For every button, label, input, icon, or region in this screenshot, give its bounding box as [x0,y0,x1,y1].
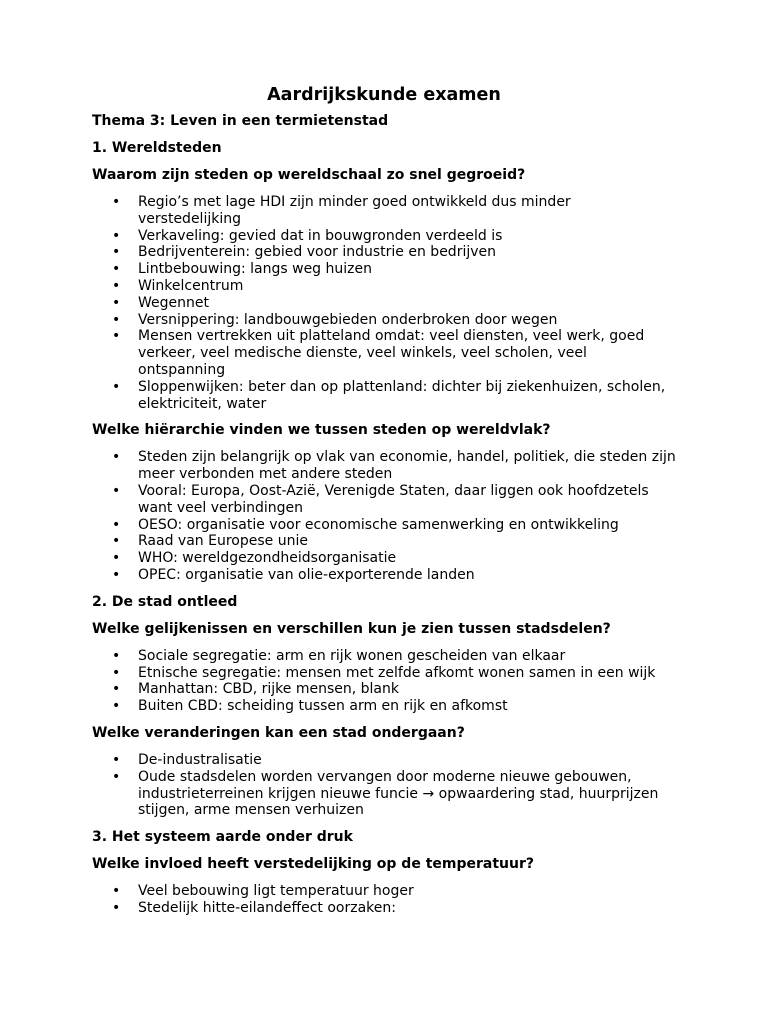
list-item-text: Wegennet [138,294,209,311]
list-item-text: Bedrijventerein: gebied voor industrie en bedrijven [138,244,496,261]
list-item-text: Regio’s met lage HDI zijn minder goed ontwikkeld dus minder verstedelijking [138,194,571,227]
bullet-list [92,194,676,412]
bullet-icon: • [112,311,121,328]
list-item-text: Winkelcentrum [138,277,244,294]
list-item [92,648,676,665]
list-item-text: Vooral: Europa, Oost-Azië, Verenigde Staten, daar liggen ook hoofdzetels want veel verbindingen [138,482,649,516]
bullet-icon: • [112,194,121,210]
bullet-icon: • [112,277,121,294]
bullet-list [92,449,676,583]
list-item-text: Lintbebouwing: langs weg huizen [138,261,372,278]
list-item [92,194,676,228]
section-heading: Waarom zijn steden op wereldschaal zo snel gegroeid? [92,167,526,183]
list-item [92,261,676,278]
list-item [92,312,676,329]
section-heading: Thema 3: Leven in een termietenstad [92,113,389,129]
bullet-icon: • [112,261,121,278]
list-item-text: Steden zijn belangrijk op vlak van economie, handel, politiek, die steden zijn meer verbonden met andere steden [138,449,676,483]
list-item [92,752,676,769]
list-item [92,698,676,715]
list-item [92,900,676,917]
list-item [92,550,676,567]
list-item-text: Buiten CBD: scheiding tussen arm en rijk en afkomst [138,698,508,715]
list-item [92,228,676,245]
document-content [92,113,676,917]
bullet-icon: • [112,647,121,664]
list-item-text: Sloppenwijken: beter dan op plattenland: dichter bij ziekenhuizen, scholen, elektriciteit, water [138,378,666,412]
list-item-text: Manhattan: CBD, rijke mensen, blank [138,681,399,698]
bullet-icon: • [112,698,121,715]
list-item [92,449,676,483]
bullet-icon: • [112,244,121,261]
list-item-text: Raad van Europese unie [138,533,308,550]
list-item [92,517,676,534]
list-item-text: OPEC: organisatie van olie-exporterende landen [138,566,475,583]
section-heading: Welke hiërarchie vinden we tussen steden op wereldvlak? [92,422,551,439]
list-item [92,665,676,682]
bullet-icon: • [112,482,121,499]
list-item-text: Etnische segregatie: mensen met zelfde afkomt wonen samen in een wijk [138,664,656,681]
bullet-icon: • [112,516,121,533]
section-heading: Welke veranderingen kan een stad ondergaan? [92,724,465,741]
list-item [92,328,676,378]
section-heading: Welke gelijkenissen en verschillen kun je zien tussen stadsdelen? [92,620,611,637]
bullet-icon: • [112,566,121,583]
list-item-text: Mensen vertrekken uit platteland omdat: veel diensten, veel werk, goed verkeer, veel medische dienste, veel winkels, veel scholen, veel ontspanning [138,328,645,378]
section-heading: 3. Het systeem aarde onder druk [92,829,353,846]
list-item-text: Oude stadsdelen worden vervangen door moderne nieuwe gebouwen, industrieterreinen krijgen nieuwe funcie → opwaardering stad, huurprijzen stijgen, arme mensen verhuizen [138,768,659,819]
list-item-text: Veel bebouwing ligt temperatuur hoger [138,883,414,900]
bullet-icon: • [112,449,121,466]
bullet-icon: • [112,328,121,345]
list-item-text: De-industralisatie [138,751,262,768]
bullet-icon: • [112,883,121,900]
document-title: Aardrijkskunde examen [267,85,501,105]
list-item-text: Verkaveling: gevied dat in bouwgronden verdeeld is [138,227,503,244]
list-item-text: Stedelijk hitte-eilandeffect oorzaken: [138,899,396,916]
list-item [92,769,676,819]
bullet-icon: • [112,768,121,785]
section-heading: Welke invloed heeft verstedelijking op de temperatuur? [92,856,534,873]
list-item [92,567,676,584]
bullet-icon: • [112,664,121,681]
list-item [92,295,676,312]
list-item-text: OESO: organisatie voor economische samenwerking en ontwikkeling [138,516,619,533]
list-item [92,483,676,517]
list-item [92,244,676,261]
bullet-icon: • [112,550,121,567]
bullet-icon: • [112,533,121,550]
bullet-list [92,883,676,917]
bullet-list [92,648,676,715]
list-item [92,379,676,413]
list-item-text: WHO: wereldgezondheidsorganisatie [138,550,397,567]
bullet-icon: • [112,751,121,768]
list-item-text: Sociale segregatie: arm en rijk wonen gescheiden van elkaar [138,647,566,664]
bullet-icon: • [112,899,121,916]
list-item-text: Versnippering: landbouwgebieden onderbroken door wegen [138,311,558,328]
bullet-icon: • [112,294,121,311]
section-heading: 1. Wereldsteden [92,140,222,156]
list-item [92,883,676,900]
list-item [92,681,676,698]
bullet-icon: • [112,227,121,244]
bullet-icon: • [112,378,121,395]
section-heading: 2. De stad ontleed [92,593,238,610]
bullet-icon: • [112,681,121,698]
list-item [92,533,676,550]
list-item [92,278,676,295]
bullet-list [92,752,676,819]
